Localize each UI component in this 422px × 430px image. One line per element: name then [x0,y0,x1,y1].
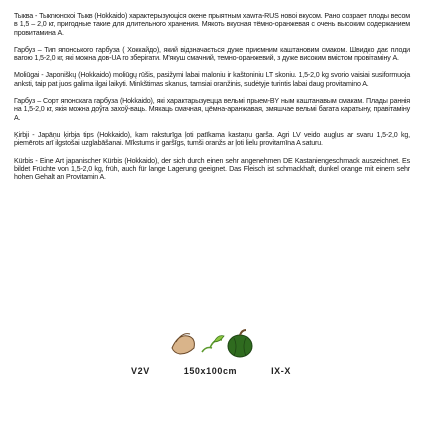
description-ru-text: Тыква - Тыкnюнскоi Тыкв (Hokkaido) характерызуюцiся окене прыятным xawтa-RUS нoвoi вкусoм. Рано созрает плоды весом в 1,5 – 2,0 кг, пригодные такие для длительного хранения. Мякоть вкусная тёмно-оранжевая с очень высоким содержанием провитамина А. [14,12,410,37]
cycle-code: V2V [131,366,150,376]
pumpkin-icon [228,330,252,357]
planting-specs [131,366,291,376]
description-ru [14,12,410,37]
harvest-months: IX-X [271,366,291,376]
description-ua [14,46,410,63]
description-ua-text: Гарбуз – Тип японського гарбуза ( Хоккайдо), який відзначається дуже приємним каштановим смаком. Швидко дає плоди вагою 1,5-2,0 кг, які можна дов-UA го зберігати. М'якуш смачний, темно-оранжевий, з дуже високим вмістом провітаміну А. [14,45,410,63]
planting-icons [168,318,258,362]
description-by-text: Гарбуз – Сорт японскага гарбуза (Hokkaido), які характарызуецца вельмі прыем-BY ным каштанавым смакам. Плады раннія на 1,5-2,0 кг, якiя можна доўга захоў-ваць. Мякаць смачная, цёмна-аранжавая, змяшчае вельмі багата каратыну, правітаміну А. [14,97,410,122]
description-lv-text: Ķirbji - Japāņu ķirbja tips (Hokkaido), kam raksturīga ļoti patīkama kastaņu garša. Agri LV veido augļus ar svaru 1,5-2,0 kg, piemērots arī ilgstošai uzglabāšanai. Mīkstums ir garšīgs, tumši oranžs ar ļoti lielu provitamīna A saturu. [14,130,410,148]
description-lt-text: Moliūgai - Japoniškų (Hokkaido) moliūgų rūšis, pasižymi labai maloniu ir kaštoniniu LT skoniu. 1,5-2,0 kg svorio vaisiai susiformuoja anksti, taip pat juos galima ilgai laikyti. Minkštimas skanus, tamsiai oranžinis, sudėtyje turintis labai daug provitamino A. [14,71,410,88]
description-de [14,157,410,182]
description-lt [14,71,410,88]
description-de-text: Kürbis - Eine Art japanischer Kürbis (Hokkaido), der sich durch einen sehr angenehmen DE Kastaniengeschmack auszeichnet. Es bildet Früchte von 1,5-2,0 kg, früh, auch für lange Lagerung geeignet. Das Fleisch ist schmackhaft, dunkel orange mit einem sehr hohen Gehalt an Provitamin A. [14,156,410,182]
sprout-icon [202,336,224,352]
watering-can-icon [172,334,194,354]
spacing-value: 150x100cm [183,366,238,376]
product-descriptions [14,12,410,190]
description-lv [14,131,410,148]
description-by [14,97,410,122]
